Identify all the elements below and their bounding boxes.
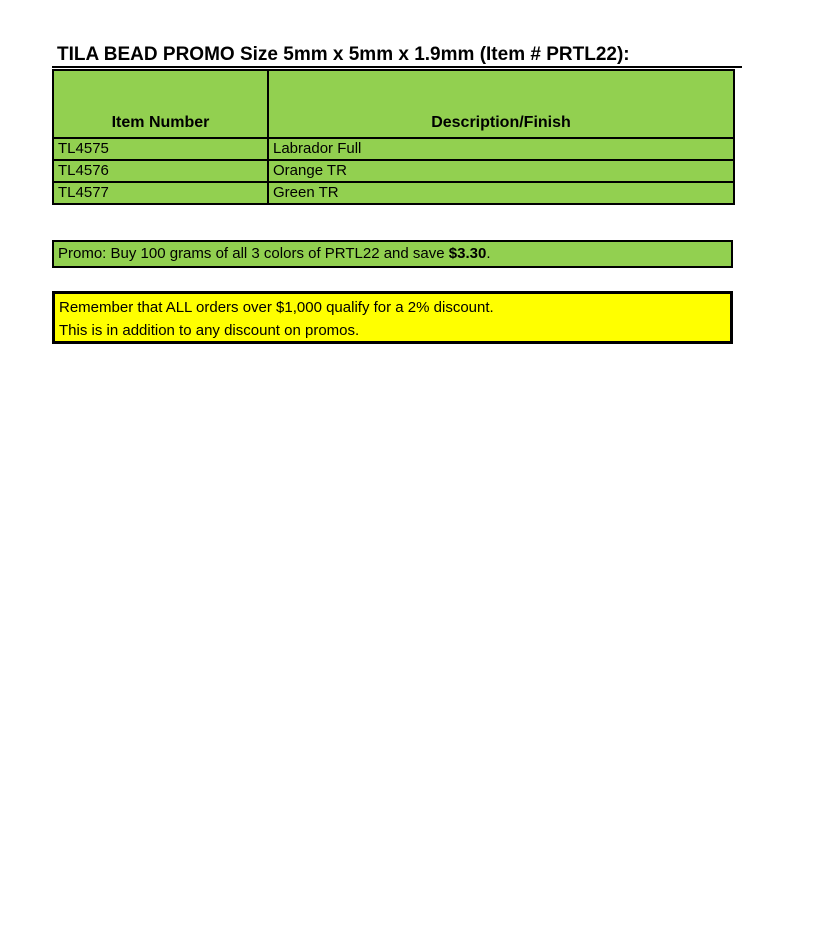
promo-text: Promo: Buy 100 grams of all 3 colors of PRTL22 and save (58, 245, 449, 262)
promo-table (52, 69, 735, 205)
table-row (53, 160, 734, 182)
column-header-item-number: Item Number (53, 70, 268, 138)
description-cell: Orange TR (268, 160, 734, 182)
description-cell: Labrador Full (268, 138, 734, 160)
table-row (53, 182, 734, 204)
discount-note (52, 291, 733, 344)
promo-banner (52, 240, 733, 268)
table-row (53, 138, 734, 160)
item-number-cell: TL4577 (53, 182, 268, 204)
item-number-cell: TL4576 (53, 160, 268, 182)
page-title: TILA BEAD PROMO Size 5mm x 5mm x 1.9mm (Item # PRTL22): (57, 44, 630, 65)
description-cell: Green TR (268, 182, 734, 204)
promo-amount: $3.30 (448, 245, 487, 262)
table-header-row (53, 70, 734, 138)
note-line-1: Remember that ALL orders over $1,000 qualify for a 2% discount. (59, 299, 494, 316)
title-underline (52, 66, 742, 68)
item-number-cell: TL4575 (53, 138, 268, 160)
note-line-2: This is in addition to any discount on promos. (59, 322, 360, 339)
column-header-description-finish: Description/Finish (268, 70, 734, 138)
promo-suffix: . (486, 245, 491, 262)
